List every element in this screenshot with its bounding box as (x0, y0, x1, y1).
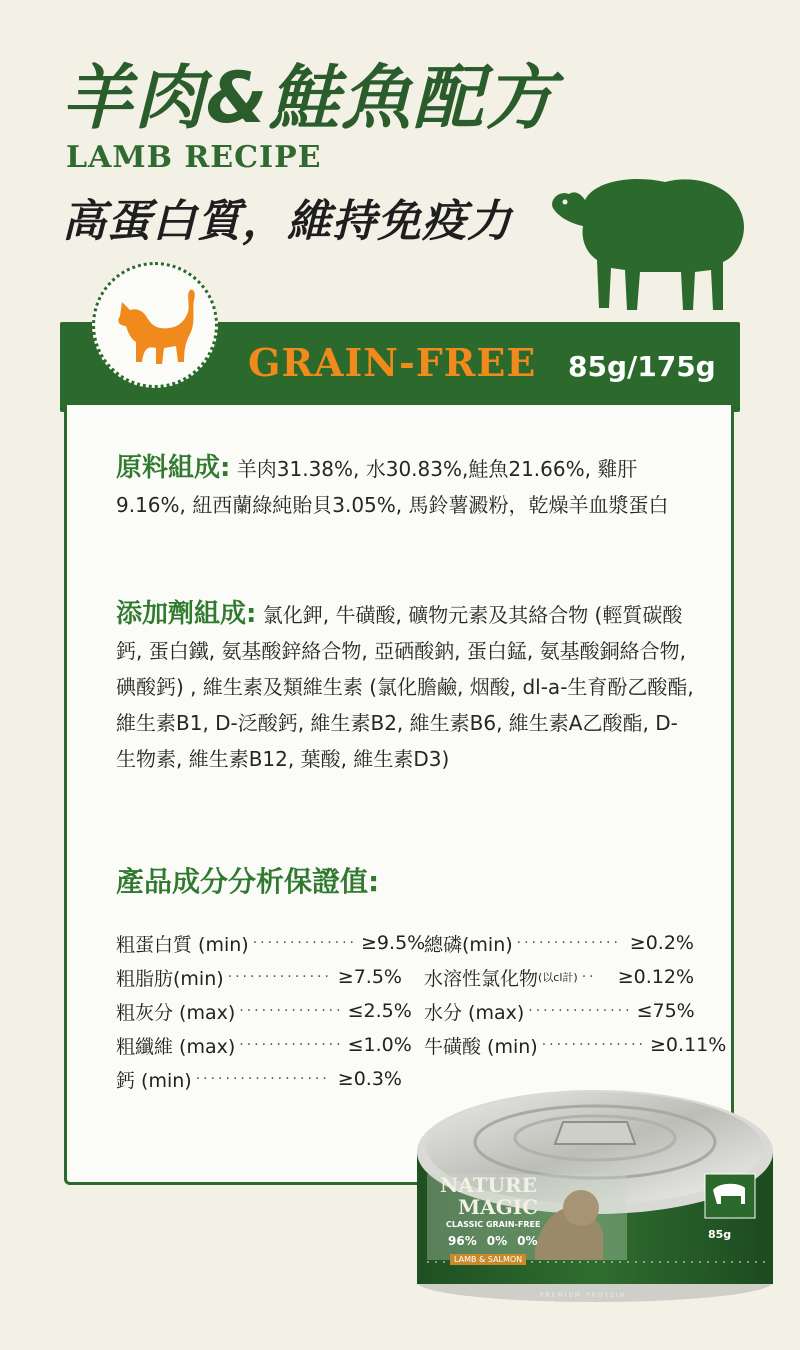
guarantee-row (424, 1030, 727, 1060)
guarantee-name: 鈣 (min) (116, 1069, 192, 1092)
guarantee-name: 總磷(min) (424, 933, 513, 956)
can-net-weight: 85g (708, 1228, 732, 1241)
guarantee-name: 粗纖維 (max) (116, 1035, 236, 1058)
grain-free-label: GRAIN-FREE (248, 340, 537, 385)
guarantee-title: 產品成分分析保證值: (116, 865, 380, 898)
leader-dots: ·············· (528, 1003, 633, 1019)
cat-icon (104, 276, 204, 376)
guarantee-value: ≥9.5% (361, 932, 426, 954)
guarantee-name: 水分 (max) (424, 1001, 525, 1024)
leader-dots: ·············· (541, 1037, 647, 1053)
ingredients-section (116, 450, 696, 523)
recipe-name: LAMB RECIPE (66, 140, 322, 175)
can-stat: 0% (486, 1234, 508, 1248)
net-weight: 85g/175g (568, 350, 716, 383)
additives-section (116, 596, 696, 777)
leader-dots: ·············· (239, 1037, 344, 1053)
guarantee-row (116, 996, 412, 1026)
guarantee-value: ≥0.11% (650, 1034, 727, 1056)
guarantee-row (424, 928, 694, 958)
guarantee-value: ≥7.5% (337, 966, 402, 988)
sheep-icon (545, 160, 755, 320)
guarantee-row (116, 928, 426, 958)
guarantee-name: 粗灰分 (max) (116, 1001, 236, 1024)
guarantee-row (424, 962, 694, 992)
can-stats (448, 1234, 537, 1248)
can-rim-text: PREMIUM PROTEIN (540, 1292, 627, 1299)
can-stat: 96% (448, 1234, 477, 1248)
can-brand (440, 1174, 538, 1218)
ingredients-label: 原料組成: (116, 453, 231, 483)
guarantee-name: 水溶性氯化物 (424, 967, 539, 990)
guarantee-value: ≥0.2% (629, 932, 694, 954)
guarantee-name: 粗蛋白質 (min) (116, 933, 249, 956)
can-stat: 0% (517, 1234, 538, 1248)
guarantee-value: ≤75% (636, 1000, 695, 1022)
leader-dots: ·············· (227, 969, 332, 985)
leader-dots: ·············· (239, 1003, 344, 1019)
guarantee-name: 牛磺酸 (min) (424, 1035, 538, 1058)
leader-dots: ·· (581, 969, 597, 985)
page-subtitle: 高蛋白質，維持免疫力 (62, 196, 512, 247)
guarantee-row (116, 1030, 412, 1060)
additives-text: 氯化鉀, 牛磺酸, 礦物元素及其絡合物 (輕質碳酸鈣, 蛋白鐵, 氨基酸鋅絡合物, 亞硒酸鈉, 蛋白錳, 氨基酸銅絡合物, 碘酸鈣) , 維生素及類維生素 (氯化膽鹼, 烟酸, dl-a-生育酚乙酸酯, 維生素B1, D-泛酸鈣, 維生素B2, 維生素B6, 維生素A乙酸酯, D-生物素, 維生素B12, 葉酸, 維生素D3) (116, 603, 694, 771)
guarantee-row (116, 1064, 402, 1094)
guarantee-row (116, 962, 402, 992)
guarantee-value: ≤2.5% (347, 1000, 412, 1022)
additives-label: 添加劑組成: (116, 599, 257, 629)
guarantee-value: ≤1.0% (347, 1034, 412, 1056)
leader-dots: ·················· (195, 1071, 330, 1087)
leader-dots: ·············· (252, 935, 358, 951)
can-brand-line2: MAGIC (458, 1195, 539, 1219)
guarantee-row (424, 996, 694, 1026)
guarantee-name: 粗脂肪(min) (116, 967, 224, 990)
guarantee-note: (以cl計) (538, 971, 578, 984)
can-line: CLASSIC GRAIN-FREE (446, 1220, 541, 1229)
leader-dots: ·············· (516, 935, 621, 951)
guarantee-value: ≥0.12% (617, 966, 694, 988)
guarantee-value: ≥0.3% (337, 1068, 402, 1090)
can-brand-line1: NATURE (440, 1173, 537, 1197)
ingredients-text: 羊肉31.38%, 水30.83%,鮭魚21.66%, 雞肝9.16%, 紐西蘭綠純貽貝3.05%, 馬鈴薯澱粉，乾燥羊血漿蛋白 (116, 457, 669, 517)
page-title: 羊肉&鮭魚配方 (62, 57, 558, 139)
can-flavor: LAMB & SALMON (450, 1254, 526, 1265)
